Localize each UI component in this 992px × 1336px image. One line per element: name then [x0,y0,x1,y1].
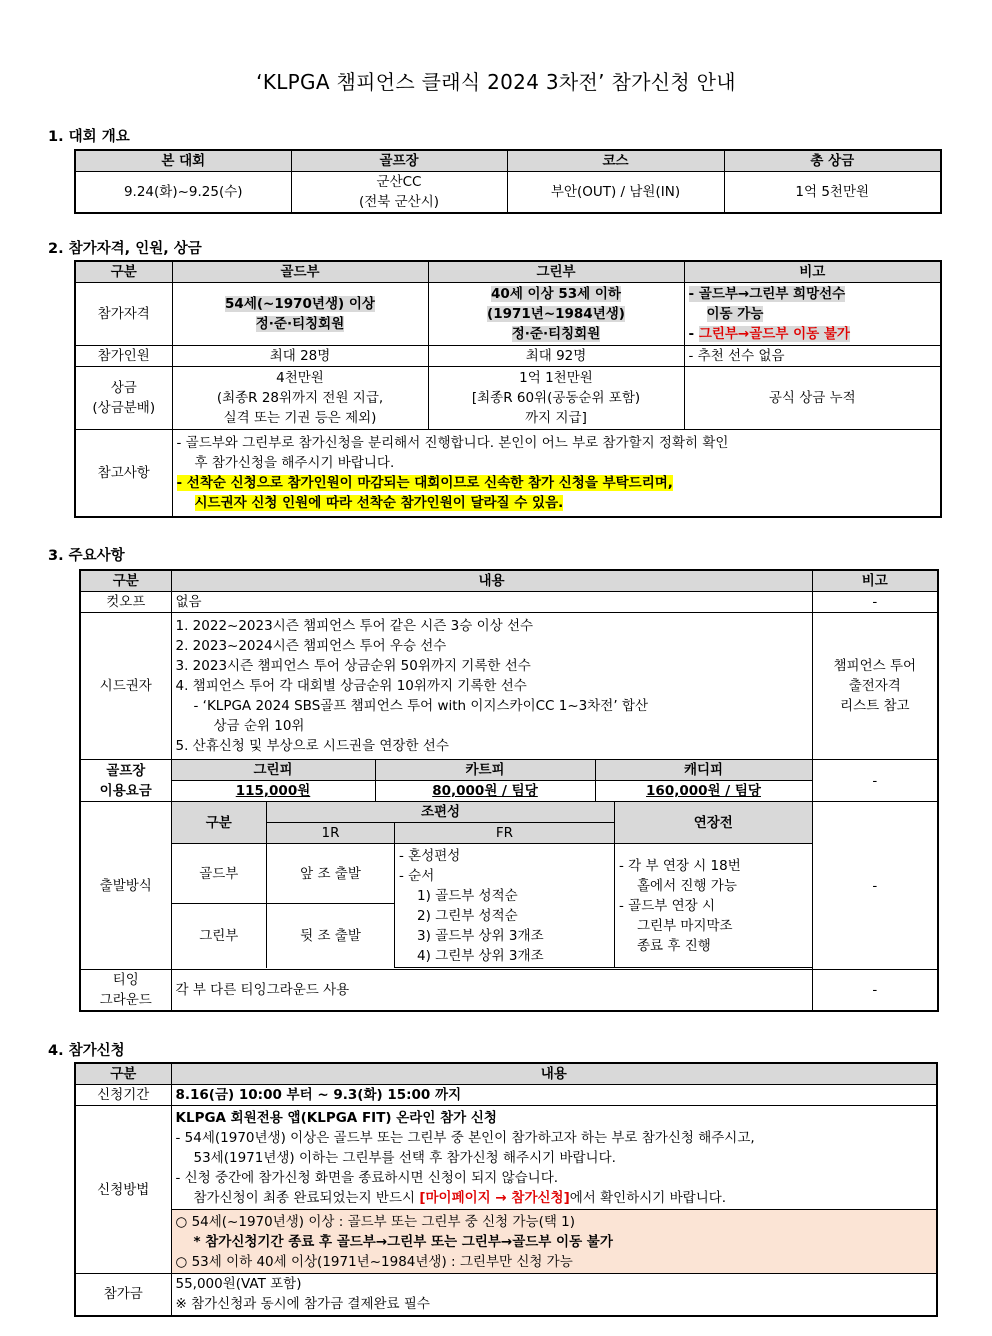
header-golf-course: 골프장 [291,150,507,172]
header-main-event: 본 대회 [75,150,291,172]
fee-note: - [812,760,938,802]
cutoff-value: 없음 [171,592,812,613]
start-gold: 골드부 [172,844,267,904]
start-header-division: 구분 [172,802,267,844]
green-prize: 1억 1천만원 [최종R 60위(공동순위 포함) 까지 지급] [428,367,684,430]
method-age-rules: ○ 54세(~1970년생) 이상 : 골드부 또는 그린부 중 신청 가능(택 1) * 참가신청기간 종료 후 골드부→그린부 또는 그린부→골드부 이동 불가 ○ 53세 이하 40세 이상(1971년~1984년생) : 그린부만 신청 가능 [171,1210,937,1274]
header-note: 비고 [684,261,941,283]
method-label: 신청방법 [75,1106,171,1274]
start-fr-order: - 혼성편성 - 순서 1) 골드부 성적순 2) 그린부 성적순 3) 골드부 상위 3개조 4) 그린부 상위 3개조 [395,844,615,968]
seed-note: 챔피언스 투어 출전자격 리스트 참고 [812,613,938,760]
section-3-heading: 3. 주요사항 [48,548,125,564]
fee-label: 참가금 [75,1274,171,1316]
fee-content: 55,000원(VAT 포함) ※ 참가신청과 동시에 참가금 결제완료 필수 [171,1274,937,1316]
start-label: 출발방식 [80,802,171,970]
fee-label: 골프장 이용요금 [80,760,171,802]
header-gold: 골드부 [172,261,428,283]
tee-note: - [812,970,938,1012]
start-subtable [172,802,812,968]
cutoff-label: 컷오프 [80,592,171,613]
header-division: 구분 [75,261,172,283]
overview-table [74,149,942,214]
start-header-1r: 1R [267,823,395,844]
count-label: 참가인원 [75,346,172,367]
header-note: 비고 [812,570,938,592]
header-content: 내용 [171,1063,937,1085]
reference-content: - 골드부와 그린부로 참가신청을 분리해서 진행합니다. 본인이 어느 부로 참가할지 정확히 확인 후 참가신청을 해주시기 바랍니다. - 선착순 신청으로 참가인원이 마감되는 대회이므로 신속한 참가 신청을 부탁드리며, 시드권자 신청 인원에 따라 선착순 참가인원이 달라질 수 있음. [172,430,941,517]
tee-content: 각 부 다른 티잉그라운드 사용 [171,970,812,1012]
tee-label: 티잉 그라운드 [80,970,171,1012]
event-prize: 1억 5천만원 [724,172,941,214]
fee-caddie: 160,000원 / 팀당 [595,781,812,802]
cutoff-note: - [812,592,938,613]
prize-label: 상금 (상금분배) [75,367,172,430]
section-2-heading: 2. 참가자격, 인원, 상금 [48,241,202,257]
page-title: ‘KLPGA 챔피언스 클래식 2024 3차전’ 참가신청 안내 [256,70,736,94]
header-total-prize: 총 상금 [724,150,941,172]
start-gold-1r: 앞 조 출발 [267,844,395,904]
start-playoff: - 각 부 연장 시 18번 홀에서 진행 가능 - 골드부 연장 시 그린부 마지막조 종료 후 진행 [615,844,812,968]
main-items-table [79,569,939,1012]
fee-header-cart: 카트피 [375,760,595,781]
period-label: 신청기간 [75,1085,171,1106]
header-green: 그린부 [428,261,684,283]
event-venue: 군산CC (전북 군산시) [291,172,507,214]
green-count: 최대 92명 [428,346,684,367]
period-value: 8.16(금) 10:00 부터 ~ 9.3(화) 15:00 까지 [171,1085,937,1106]
count-note: - 추천 선수 없음 [684,346,941,367]
header-course: 코스 [507,150,724,172]
start-subtable-cell [171,802,812,970]
prize-note: 공식 상금 누적 [684,367,941,430]
eligibility-note: - 골드부→그린부 희망선수 이동 가능 - 그린부→골드부 이동 불가 [684,283,941,346]
reference-label: 참고사항 [75,430,172,517]
gold-eligibility: 54세(~1970년생) 이상 정·준·티칭회원 [172,283,428,346]
fee-header-green: 그린피 [171,760,375,781]
section-4-heading: 4. 참가신청 [48,1043,125,1059]
seed-content: 1. 2022~2023시즌 챔피언스 투어 같은 시즌 3승 이상 선수 2. 2023~2024시즌 챔피언스 투어 우승 선수 3. 2023시즌 챔피언스 투어 상금순위 50위까지 기록한 선수 4. 챔피언스 투어 각 대회별 상금순위 10위까지 기록한 선수 - ‘KLPGA 2024 SBS골프 챔피언스 투어 with 이지스카이CC 1~3차전’ 합산 상금 순위 10위 5. 산휴신청 및 부상으로 시드권을 연장한 선수 [171,613,812,760]
eligibility-label: 참가자격 [75,283,172,346]
start-header-group: 조편성 [267,802,615,823]
header-content: 내용 [171,570,812,592]
fee-green: 115,000원 [171,781,375,802]
start-note: - [812,802,938,970]
gold-prize: 4천만원 (최종R 28위까지 전원 지급, 실격 또는 기권 등은 제외) [172,367,428,430]
method-content: KLPGA 회원전용 앱(KLPGA FIT) 온라인 참가 신청 - 54세(1970년생) 이상은 골드부 또는 그린부 중 본인이 참가하고자 하는 부로 참가신청 해주시고, 53세(1971년생) 이하는 그린부를 선택 후 참가신청 해주시기 바랍니다. - 신청 중간에 참가신청 화면을 종료하시면 신청이 되지 않습니다. 참가신청이 최종 완료되었는지 반드시 [마이페이지 → 참가신청]에서 확인하시기 바랍니다. [171,1106,937,1210]
section-1-heading: 1. 대회 개요 [48,129,130,145]
start-green-1r: 뒷 조 출발 [267,904,395,968]
green-eligibility: 40세 이상 53세 이하 (1971년~1984년생) 정·준·티칭회원 [428,283,684,346]
event-date: 9.24(화)~9.25(수) [75,172,291,214]
fee-cart: 80,000원 / 팀당 [375,781,595,802]
start-green: 그린부 [172,904,267,968]
start-header-fr: FR [395,823,615,844]
application-table [74,1062,938,1317]
fee-header-caddie: 캐디피 [595,760,812,781]
gold-count: 최대 28명 [172,346,428,367]
eligibility-table [74,260,942,518]
seed-label: 시드권자 [80,613,171,760]
event-course: 부안(OUT) / 남원(IN) [507,172,724,214]
header-division: 구분 [75,1063,171,1085]
header-division: 구분 [80,570,171,592]
start-header-playoff: 연장전 [615,802,812,844]
